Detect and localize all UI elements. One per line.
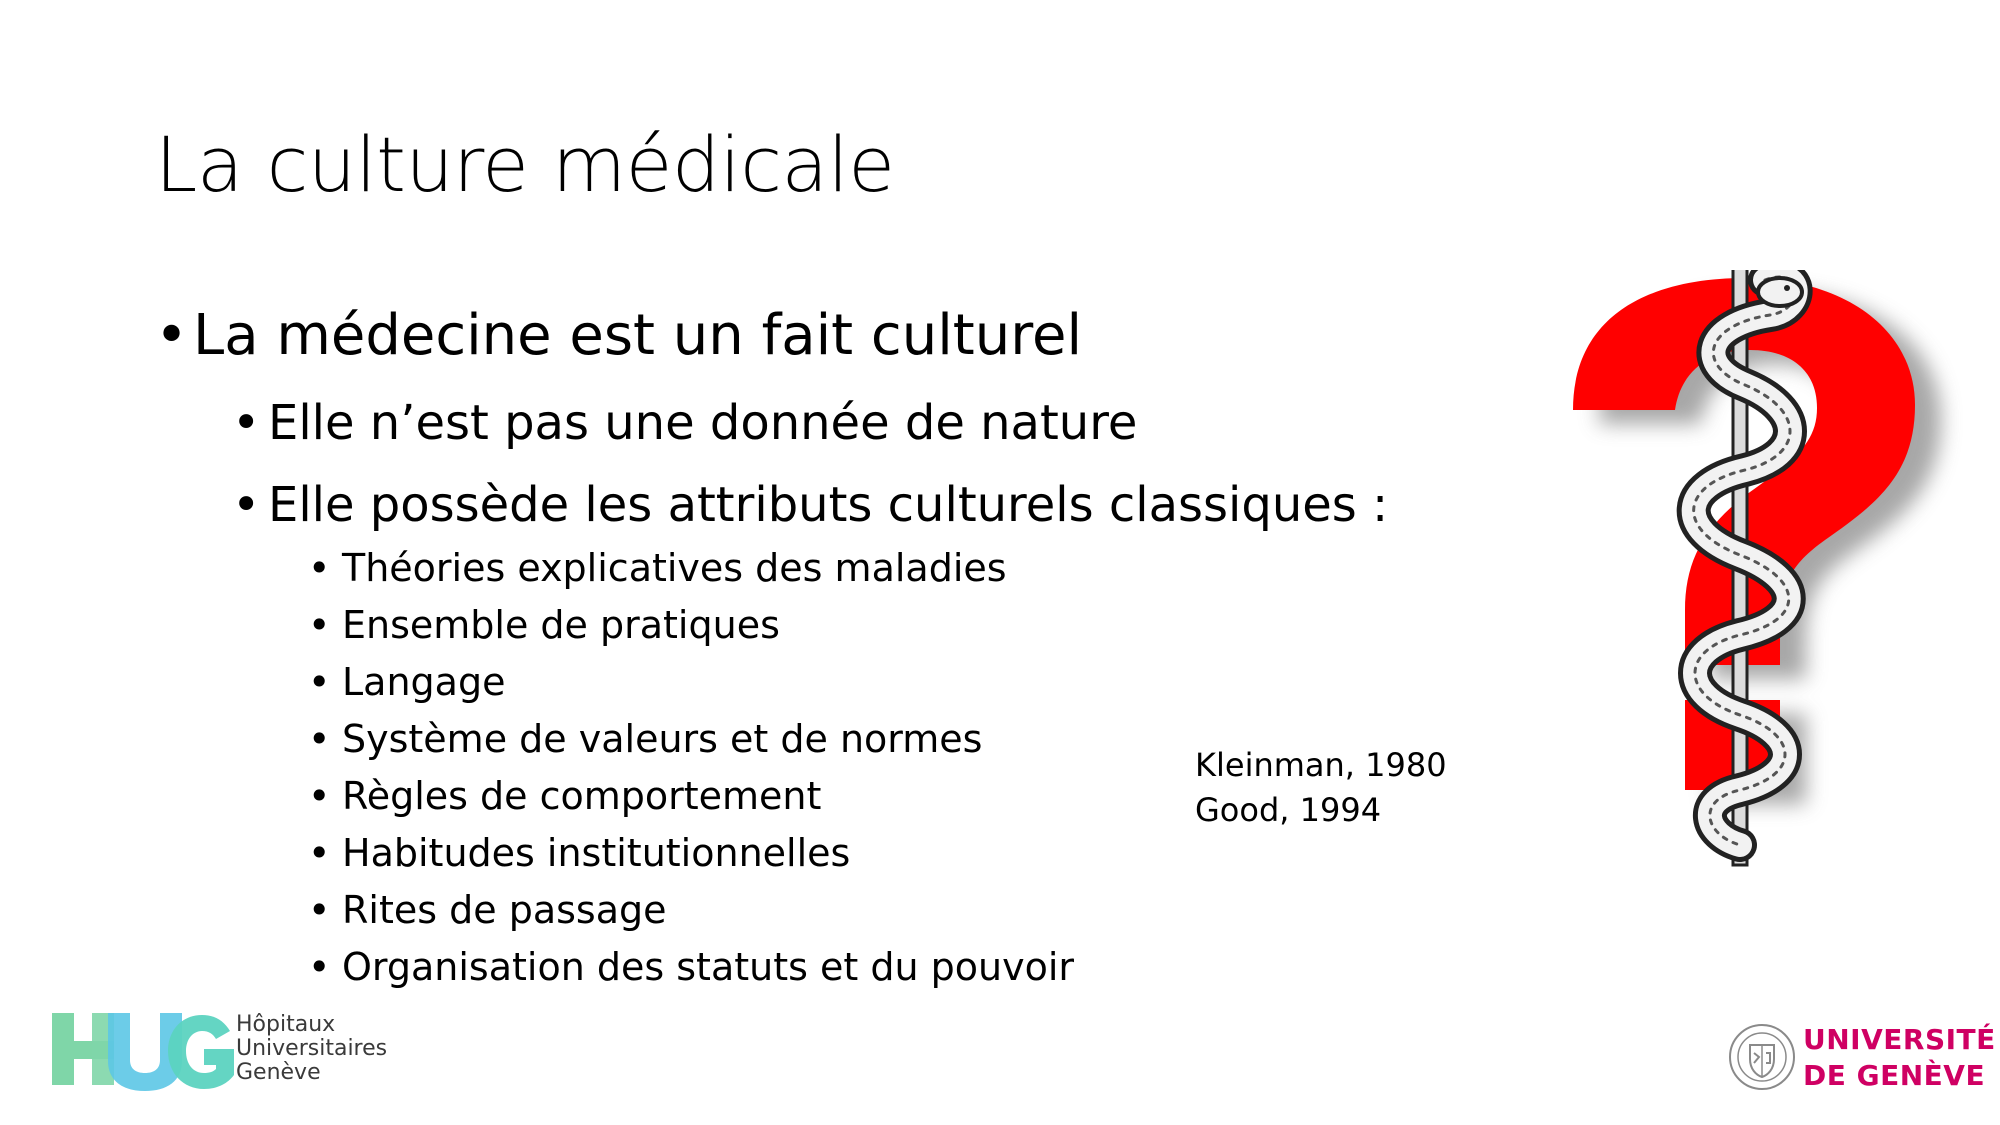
bullet-dot: •	[308, 603, 331, 647]
bullet-dot: •	[155, 303, 189, 368]
reference-good: Good, 1994	[1195, 791, 1382, 829]
unige-line: UNIVERSITÉ	[1803, 1023, 1996, 1056]
bullet-text: Système de valeurs et de normes	[342, 717, 983, 761]
question-mark-caduceus-image	[1555, 270, 1975, 880]
bullet-text: Habitudes institutionnelles	[342, 831, 851, 875]
references	[1195, 743, 1447, 833]
bullet-text: Rites de passage	[342, 888, 667, 932]
bullet-text: La médecine est un fait culturel	[193, 303, 1083, 368]
hug-letter-h	[52, 1013, 114, 1085]
bullet-text: Elle n’est pas une donnée de nature	[268, 395, 1138, 451]
unige-logo-text	[1803, 1022, 1996, 1094]
hug-line: Universitaires	[236, 1036, 388, 1061]
slide-title: La culture médicale	[155, 120, 895, 209]
bullet-dot: •	[308, 888, 331, 932]
reference-kleinman: Kleinman, 1980	[1195, 746, 1447, 784]
hug-logo-text	[236, 1013, 387, 1085]
bullet-dot: •	[308, 660, 331, 704]
bullet-dot: •	[308, 774, 331, 818]
bullet-text: Règles de comportement	[342, 774, 822, 818]
unige-seal-icon	[1728, 1023, 1796, 1091]
bullet-dot: •	[232, 477, 261, 533]
bullet-dot: •	[308, 546, 331, 590]
bullet-dot: •	[308, 717, 331, 761]
bullet-text: Langage	[342, 660, 506, 704]
bullet-text: Organisation des statuts et du pouvoir	[342, 945, 1075, 989]
hug-line: Hôpitaux	[236, 1012, 336, 1037]
hug-line: Genève	[236, 1060, 321, 1085]
bullet-text: Théories explicatives des maladies	[342, 546, 1007, 590]
bullet-dot: •	[308, 945, 331, 989]
bullet-text: Ensemble de pratiques	[342, 603, 780, 647]
unige-line: DE GENÈVE	[1803, 1059, 1986, 1092]
bullet-dot: •	[308, 831, 331, 875]
hug-letter-g	[168, 1015, 234, 1089]
bullet-dot: •	[232, 395, 261, 451]
bullet-text: Elle possède les attributs culturels classiques :	[268, 477, 1389, 533]
